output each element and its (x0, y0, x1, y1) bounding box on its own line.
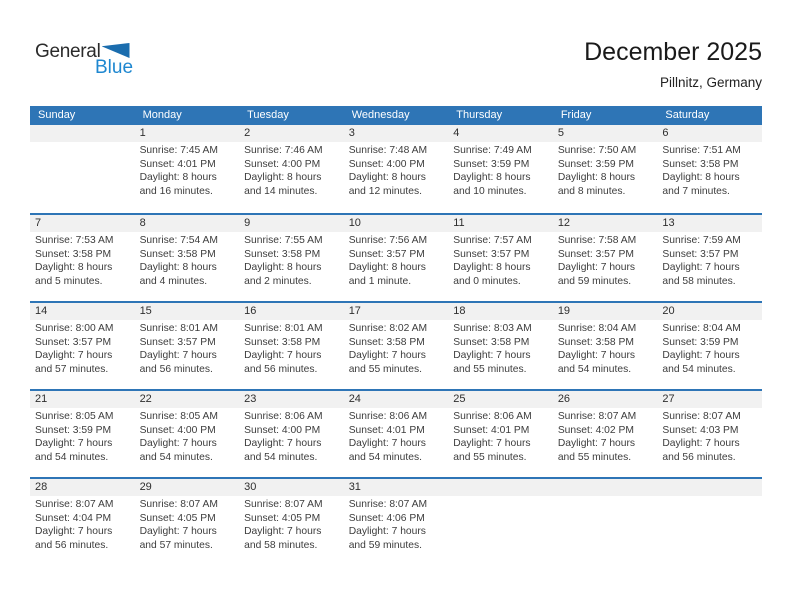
day-sunrise-text: Sunrise: 8:07 AM (244, 499, 323, 510)
day-daylight2-text: and 54 minutes. (348, 451, 422, 463)
day-sunrise-text: Sunrise: 8:04 AM (557, 323, 637, 334)
day-sunset-text: Sunset: 4:00 PM (348, 158, 425, 170)
day-daylight1-text: Daylight: 8 hours (348, 172, 426, 184)
day-sunrise-text: Sunrise: 8:07 AM (35, 499, 114, 510)
day-sunrise-text: Sunrise: 7:58 AM (557, 235, 637, 246)
weekday-header-thursday: Thursday (456, 109, 503, 121)
day-number: 1 (139, 127, 146, 139)
weekday-header-saturday: Saturday (665, 109, 710, 121)
day-sunrise-text: Sunrise: 7:45 AM (139, 145, 218, 156)
day-daylight1-text: Daylight: 7 hours (348, 438, 426, 450)
day-daylight2-text: and 56 minutes. (662, 451, 736, 463)
logo-text-general: General (35, 41, 101, 62)
day-sunset-text: Sunset: 4:04 PM (35, 512, 112, 524)
weekday-header-friday: Friday (560, 109, 592, 121)
day-cell (135, 408, 240, 464)
day-sunset-text: Sunset: 3:58 PM (244, 248, 321, 260)
day-daylight2-text: and 54 minutes. (662, 363, 736, 375)
day-sunset-text: Sunset: 3:57 PM (557, 248, 634, 260)
day-cell (553, 408, 658, 464)
day-daylight2-text: and 57 minutes. (139, 539, 213, 551)
day-sunrise-text: Sunrise: 8:05 AM (35, 411, 114, 422)
day-sunrise-text: Sunrise: 8:06 AM (348, 411, 428, 422)
day-daylight1-text: Daylight: 7 hours (35, 526, 113, 538)
day-daylight2-text: and 58 minutes. (244, 539, 318, 551)
day-sunrise-text: Sunrise: 7:59 AM (662, 235, 741, 246)
day-daylight2-text: and 4 minutes. (139, 275, 208, 287)
day-number: 16 (244, 305, 257, 317)
day-number: 14 (35, 305, 48, 317)
day-number: 23 (244, 393, 257, 405)
day-sunrise-text: Sunrise: 8:04 AM (662, 323, 741, 334)
day-sunset-text: Sunset: 4:00 PM (139, 424, 216, 436)
day-number: 28 (35, 481, 48, 493)
day-daylight1-text: Daylight: 7 hours (557, 262, 636, 274)
calendar-grid (30, 125, 762, 565)
day-number: 27 (662, 393, 675, 405)
day-daylight2-text: and 8 minutes. (557, 185, 626, 197)
day-sunset-text: Sunset: 3:57 PM (348, 248, 425, 260)
day-cell (553, 320, 658, 376)
day-daylight1-text: Daylight: 7 hours (662, 350, 740, 362)
day-number: 20 (662, 305, 675, 317)
day-number (30, 125, 135, 142)
day-sunset-text: Sunset: 3:59 PM (662, 336, 739, 348)
empty-day-cell (553, 496, 658, 552)
day-number-band (30, 479, 762, 496)
day-number-band (30, 215, 762, 232)
day-cell (239, 320, 344, 376)
day-daylight1-text: Daylight: 7 hours (557, 438, 636, 450)
day-number-band (30, 303, 762, 320)
day-daylight2-text: and 12 minutes. (348, 185, 422, 197)
calendar (30, 106, 762, 565)
weekday-header-tuesday: Tuesday (247, 109, 289, 121)
day-daylight2-text: and 59 minutes. (348, 539, 422, 551)
day-sunset-text: Sunset: 4:06 PM (348, 512, 425, 524)
day-daylight2-text: and 5 minutes. (35, 275, 103, 287)
day-daylight1-text: Daylight: 7 hours (348, 350, 426, 362)
day-sunset-text: Sunset: 3:58 PM (348, 336, 425, 348)
day-sunset-text: Sunset: 4:00 PM (244, 424, 321, 436)
day-sunrise-text: Sunrise: 8:01 AM (244, 323, 323, 334)
week-row (30, 301, 762, 389)
page-header (30, 38, 762, 100)
logo-triangle-icon (102, 43, 130, 58)
week-body (30, 232, 762, 288)
day-daylight2-text: and 56 minutes. (35, 539, 109, 551)
day-cell (553, 142, 658, 198)
day-daylight2-text: and 2 minutes. (244, 275, 312, 287)
day-sunrise-text: Sunrise: 7:48 AM (348, 145, 428, 156)
week-body (30, 408, 762, 464)
day-daylight1-text: Daylight: 7 hours (139, 350, 217, 362)
day-cell (344, 232, 449, 288)
day-sunset-text: Sunset: 4:05 PM (244, 512, 321, 524)
day-number: 2 (244, 127, 251, 139)
day-number: 9 (244, 217, 251, 229)
day-daylight2-text: and 54 minutes. (244, 451, 318, 463)
day-cell (657, 232, 762, 288)
day-number: 3 (348, 127, 355, 139)
day-daylight2-text: and 10 minutes. (453, 185, 527, 197)
day-sunrise-text: Sunrise: 8:06 AM (244, 411, 323, 422)
day-sunrise-text: Sunrise: 7:50 AM (557, 145, 637, 156)
day-cell (30, 232, 135, 288)
day-cell (344, 408, 449, 464)
day-daylight1-text: Daylight: 8 hours (453, 262, 531, 274)
day-cell (344, 496, 449, 552)
day-cell (657, 408, 762, 464)
day-daylight1-text: Daylight: 8 hours (662, 172, 740, 184)
empty-day-cell (657, 496, 762, 552)
day-daylight1-text: Daylight: 7 hours (35, 350, 113, 362)
day-number: 17 (348, 305, 361, 317)
day-number: 15 (139, 305, 152, 317)
day-sunrise-text: Sunrise: 7:57 AM (453, 235, 532, 246)
day-cell (30, 320, 135, 376)
day-daylight1-text: Daylight: 7 hours (453, 350, 531, 362)
day-sunrise-text: Sunrise: 7:51 AM (662, 145, 741, 156)
day-sunrise-text: Sunrise: 8:03 AM (453, 323, 532, 334)
day-daylight1-text: Daylight: 7 hours (453, 438, 531, 450)
day-sunrise-text: Sunrise: 8:07 AM (557, 411, 637, 422)
day-sunrise-text: Sunrise: 8:01 AM (139, 323, 218, 334)
day-sunset-text: Sunset: 3:58 PM (557, 336, 634, 348)
day-sunset-text: Sunset: 4:02 PM (557, 424, 634, 436)
weekday-header-sunday: Sunday (38, 109, 76, 121)
day-daylight2-text: and 16 minutes. (139, 185, 213, 197)
day-daylight1-text: Daylight: 7 hours (244, 526, 322, 538)
week-body (30, 142, 762, 198)
day-sunrise-text: Sunrise: 7:56 AM (348, 235, 428, 246)
day-number: 12 (557, 217, 571, 229)
day-daylight1-text: Daylight: 8 hours (557, 172, 636, 184)
day-sunset-text: Sunset: 3:59 PM (557, 158, 634, 170)
day-daylight2-text: and 55 minutes. (453, 451, 527, 463)
day-sunrise-text: Sunrise: 8:06 AM (453, 411, 532, 422)
day-daylight2-text: and 55 minutes. (348, 363, 422, 375)
day-number: 10 (348, 217, 361, 229)
day-cell (239, 496, 344, 552)
day-cell (135, 496, 240, 552)
day-number: 25 (453, 393, 466, 405)
day-cell (553, 232, 658, 288)
day-cell (135, 232, 240, 288)
weekday-header-wednesday: Wednesday (351, 109, 410, 121)
day-daylight2-text: and 57 minutes. (35, 363, 109, 375)
day-number: 6 (662, 127, 669, 139)
day-sunrise-text: Sunrise: 8:07 AM (348, 499, 428, 510)
day-number: 19 (557, 305, 571, 317)
weekday-header-row (30, 106, 762, 125)
day-daylight1-text: Daylight: 8 hours (348, 262, 426, 274)
day-number: 5 (557, 127, 564, 139)
day-number (553, 479, 658, 496)
day-daylight2-text: and 56 minutes. (244, 363, 318, 375)
week-row (30, 125, 762, 213)
day-number: 24 (348, 393, 361, 405)
day-daylight1-text: Daylight: 7 hours (244, 350, 322, 362)
day-sunset-text: Sunset: 3:58 PM (244, 336, 321, 348)
day-sunrise-text: Sunrise: 7:53 AM (35, 235, 114, 246)
day-cell (344, 320, 449, 376)
day-sunset-text: Sunset: 4:01 PM (453, 424, 530, 436)
day-number: 26 (557, 393, 571, 405)
day-cell (344, 142, 449, 198)
day-cell (239, 408, 344, 464)
day-cell (657, 142, 762, 198)
day-cell (239, 142, 344, 198)
day-daylight2-text: and 54 minutes. (139, 451, 213, 463)
day-sunset-text: Sunset: 4:00 PM (244, 158, 321, 170)
day-cell (135, 142, 240, 198)
day-daylight2-text: and 14 minutes. (244, 185, 318, 197)
day-daylight1-text: Daylight: 7 hours (348, 526, 426, 538)
day-daylight1-text: Daylight: 8 hours (244, 262, 322, 274)
day-number (448, 479, 553, 496)
day-number: 8 (139, 217, 146, 229)
day-daylight1-text: Daylight: 7 hours (557, 350, 636, 362)
day-daylight2-text: and 55 minutes. (453, 363, 527, 375)
day-daylight1-text: Daylight: 7 hours (35, 438, 113, 450)
day-sunset-text: Sunset: 3:58 PM (139, 248, 216, 260)
day-daylight2-text: and 7 minutes. (662, 185, 730, 197)
day-sunset-text: Sunset: 4:05 PM (139, 512, 216, 524)
day-daylight1-text: Daylight: 7 hours (662, 438, 740, 450)
day-daylight2-text: and 54 minutes. (557, 363, 632, 375)
day-number: 30 (244, 481, 257, 493)
day-daylight2-text: and 59 minutes. (557, 275, 632, 287)
week-body (30, 320, 762, 376)
empty-day-cell (30, 142, 135, 198)
day-daylight2-text: and 58 minutes. (662, 275, 736, 287)
day-sunset-text: Sunset: 3:57 PM (662, 248, 739, 260)
day-sunrise-text: Sunrise: 7:54 AM (139, 235, 218, 246)
day-daylight1-text: Daylight: 8 hours (453, 172, 531, 184)
day-sunset-text: Sunset: 3:57 PM (139, 336, 216, 348)
day-cell (448, 142, 553, 198)
day-daylight1-text: Daylight: 7 hours (139, 438, 217, 450)
day-daylight2-text: and 0 minutes. (453, 275, 521, 287)
day-sunrise-text: Sunrise: 8:00 AM (35, 323, 114, 334)
week-row (30, 213, 762, 301)
day-daylight1-text: Daylight: 8 hours (139, 172, 217, 184)
day-sunrise-text: Sunrise: 7:49 AM (453, 145, 532, 156)
day-cell (448, 320, 553, 376)
day-cell (448, 232, 553, 288)
day-number: 31 (348, 481, 361, 493)
day-number: 13 (662, 217, 675, 229)
page-subtitle: Pillnitz, Germany (659, 75, 762, 90)
day-daylight1-text: Daylight: 7 hours (662, 262, 740, 274)
day-daylight1-text: Daylight: 7 hours (244, 438, 322, 450)
day-sunrise-text: Sunrise: 7:55 AM (244, 235, 323, 246)
day-daylight2-text: and 54 minutes. (35, 451, 109, 463)
day-number-band (30, 125, 762, 142)
day-daylight2-text: and 1 minute. (348, 275, 412, 287)
day-cell (30, 408, 135, 464)
weekday-header-monday: Monday (142, 109, 182, 121)
day-cell (135, 320, 240, 376)
day-number: 29 (139, 481, 152, 493)
day-cell (30, 496, 135, 552)
day-sunrise-text: Sunrise: 8:05 AM (139, 411, 218, 422)
empty-day-cell (448, 496, 553, 552)
week-row (30, 389, 762, 477)
week-body (30, 496, 762, 552)
week-row (30, 477, 762, 565)
day-sunrise-text: Sunrise: 8:02 AM (348, 323, 428, 334)
day-sunset-text: Sunset: 3:59 PM (453, 158, 530, 170)
day-sunset-text: Sunset: 3:58 PM (662, 158, 739, 170)
day-sunset-text: Sunset: 4:03 PM (662, 424, 739, 436)
day-sunset-text: Sunset: 3:58 PM (453, 336, 530, 348)
general-blue-logo (35, 42, 155, 90)
day-sunrise-text: Sunrise: 7:46 AM (244, 145, 323, 156)
day-daylight1-text: Daylight: 7 hours (139, 526, 217, 538)
day-number: 21 (35, 393, 48, 405)
day-number (657, 479, 762, 496)
day-sunset-text: Sunset: 3:57 PM (453, 248, 530, 260)
day-sunset-text: Sunset: 4:01 PM (139, 158, 216, 170)
logo-text-blue: Blue (95, 57, 134, 78)
day-daylight2-text: and 55 minutes. (557, 451, 632, 463)
day-number: 18 (453, 305, 466, 317)
day-number: 11 (453, 217, 465, 229)
day-sunset-text: Sunset: 3:59 PM (35, 424, 112, 436)
day-daylight2-text: and 56 minutes. (139, 363, 213, 375)
day-sunrise-text: Sunrise: 8:07 AM (662, 411, 741, 422)
day-sunset-text: Sunset: 3:58 PM (35, 248, 112, 260)
day-number: 4 (453, 127, 460, 139)
day-daylight1-text: Daylight: 8 hours (35, 262, 113, 274)
day-number: 7 (35, 217, 42, 229)
page-title: December 2025 (584, 38, 762, 66)
day-sunset-text: Sunset: 3:57 PM (35, 336, 112, 348)
day-sunset-text: Sunset: 4:01 PM (348, 424, 425, 436)
day-daylight1-text: Daylight: 8 hours (139, 262, 217, 274)
day-daylight1-text: Daylight: 8 hours (244, 172, 322, 184)
day-number-band (30, 391, 762, 408)
day-cell (448, 408, 553, 464)
day-number: 22 (139, 393, 152, 405)
day-cell (239, 232, 344, 288)
day-sunrise-text: Sunrise: 8:07 AM (139, 499, 218, 510)
day-cell (657, 320, 762, 376)
